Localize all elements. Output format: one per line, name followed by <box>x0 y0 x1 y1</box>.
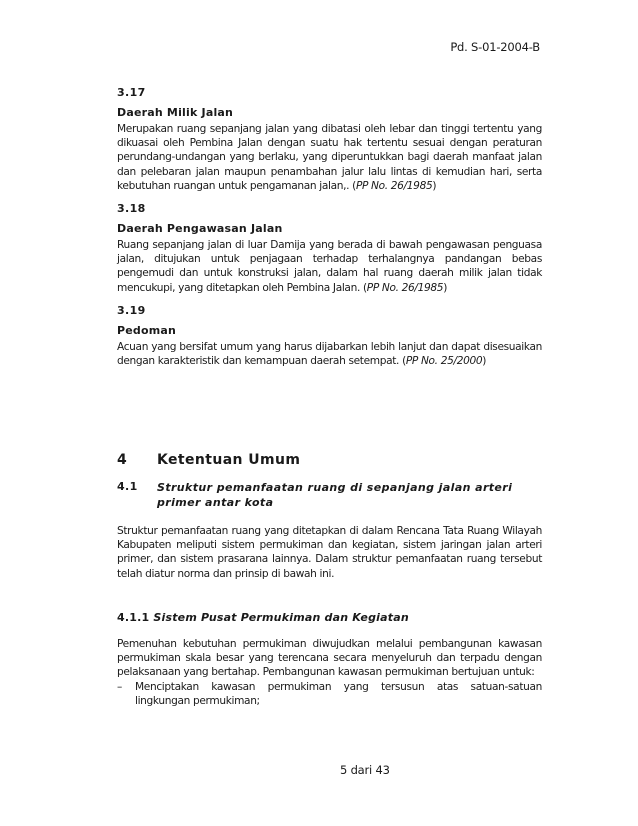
bullet-dash: – <box>117 680 122 693</box>
subsection-title: Struktur pemanfaatan ruang di sepanjang jalan arteri primer antar kota <box>157 481 513 509</box>
list-item <box>117 680 542 708</box>
subsection-4-1-1 <box>117 611 542 708</box>
section-title: Pedoman <box>117 323 177 337</box>
section-number: 3.19 <box>117 303 146 317</box>
document-code: Pd. S-01-2004-B <box>450 40 540 54</box>
subsection-heading <box>117 480 542 510</box>
page-number: 5 dari 43 <box>340 763 390 777</box>
section-number: 3.17 <box>117 86 146 99</box>
subsubsection-title: Sistem Pusat Permukiman dan Kegiatan <box>153 611 409 624</box>
section-title: Daerah Milik Jalan <box>117 106 234 119</box>
section-text: Merupakan ruang sepanjang jalan yang dibatasi oleh lebar dan tinggi tertentu yang dikuasai oleh Pembina Jalan dengan suatu hak tertentu sesuai dengan peraturan perundang-undangan yang berlaku, yang diperuntukkan bagi daerah manfaat jalan dan pelebaran jalan maupun penambahan jalur lalu lintas di kemudian hari, serta kebutuhan ruangan untuk pengamanan jalan,. (PP No. 26/1985) <box>117 123 542 192</box>
section-reference: PP No. 26/1985 <box>366 281 444 294</box>
section-reference: PP No. 25/2000 <box>405 355 483 368</box>
section-reference: PP No. 26/1985 <box>355 179 433 192</box>
section-title: Daerah Pengawasan Jalan <box>117 222 283 236</box>
section-number: 3.18 <box>117 202 146 216</box>
subsubsection-number: 4.1.1 <box>117 611 150 624</box>
list-item-text: Menciptakan kawasan permukiman yang tersusun atas satuan-satuan lingkungan permukiman; <box>135 680 542 707</box>
subsection-number: 4.1 <box>117 480 138 493</box>
definitions-block <box>117 86 542 368</box>
chapter-heading <box>117 452 542 468</box>
subsubsection-heading <box>117 611 542 624</box>
subsubsection-text: Pemenuhan kebutuhan permukiman diwujudkan melalui pembangunan kawasan permukiman skala besar yang terencana secara menyeluruh dan terpadu dengan pelaksanaan yang bertahap. Pembangunan kawasan permukiman bertujuan untuk: <box>117 638 542 679</box>
subsection-4-1 <box>117 480 542 581</box>
section-text: Ruang sepanjang jalan di luar Damija yang berada di bawah pengawasan penguasa jalan, ditujukan untuk penjagaan terhadap terhalangnya pandangan bebas pengemudi dan untuk konstruksi jalan, dalam hal ruang daerah milik jalan tidak mencukupi, yang ditetapkan oleh Pembina Jalan. (PP No. 26/1985) <box>117 239 542 294</box>
chapter-title: Ketentuan Umum <box>157 452 301 468</box>
section-text: Acuan yang bersifat umum yang harus dijabarkan lebih lanjut dan dapat disesuaikan dengan karakteristik dan kemampuan daerah setempat. (PP No. 25/2000) <box>117 340 542 368</box>
chapter-number: 4 <box>117 452 128 468</box>
subsection-text: Struktur pemanfaatan ruang yang ditetapkan di dalam Rencana Tata Ruang Wilayah Kabupaten meliputi sistem permukiman dan kegiatan, sistem jaringan jalan arteri primer, dan sistem prasarana lainnya. Dalam struktur pemanfaatan ruang tersebut telah diatur norma dan prinsip di bawah ini. <box>117 525 542 580</box>
